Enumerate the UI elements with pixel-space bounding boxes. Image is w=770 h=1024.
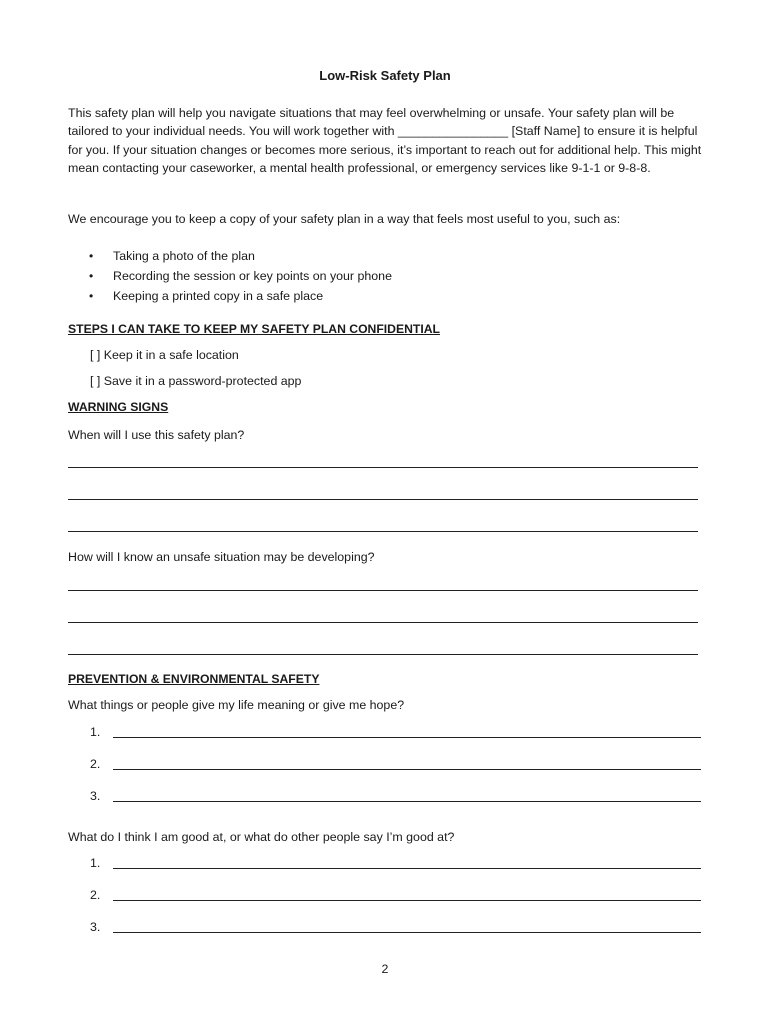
confidential-heading: STEPS I CAN TAKE TO KEEP MY SAFETY PLAN CONFIDENTIAL: [68, 322, 440, 336]
answer-line[interactable]: [113, 868, 701, 869]
item-number: 2.: [90, 888, 101, 902]
list-item-label: Taking a photo of the plan: [113, 249, 255, 263]
item-number: 1.: [90, 856, 101, 870]
intro-line: be tailored to your individual needs. You will work together with ________________ [Staff Name] to ensure: [68, 106, 675, 139]
answer-line[interactable]: [113, 737, 701, 738]
copy-options-list: [68, 247, 392, 307]
intro-line: additional help. This might mean contacting your caseworker, a mental health professional, or emergency: [68, 142, 702, 176]
item-number: 3.: [90, 920, 101, 934]
answer-line[interactable]: [113, 801, 701, 802]
list-item-label: Recording the session or key points on your phone: [113, 269, 392, 283]
answer-line[interactable]: [68, 531, 698, 532]
answer-line[interactable]: [68, 590, 698, 591]
intro-line: This safety plan will help you navigate situations that may feel overwhelming or unsafe. Your safety plan will: [68, 106, 657, 120]
answer-line[interactable]: [68, 654, 698, 655]
prevention-heading: PREVENTION & ENVIRONMENTAL SAFETY: [68, 672, 320, 686]
answer-line[interactable]: [68, 467, 698, 468]
warning-signs-heading: WARNING SIGNS: [68, 400, 169, 414]
list-item: [68, 287, 392, 307]
intro-line: it is helpful for you. If your situation changes or becomes more serious, it’s important to reach out for: [68, 124, 698, 157]
warning-question-2: How will I know an unsafe situation may be developing?: [68, 550, 375, 564]
encourage-text: We encourage you to keep a copy of your safety plan in a way that feels most useful to you, such as:: [68, 212, 621, 226]
item-number: 2.: [90, 757, 101, 771]
page-number: 2: [381, 962, 389, 976]
checkbox-password-app[interactable]: [ ] Save it in a password-protected app: [90, 374, 302, 388]
intro-line: services like 9-1-1 or 9-8-8.: [500, 161, 651, 176]
prevention-question-1: What things or people give my life meaning or give me hope?: [68, 698, 405, 712]
answer-line[interactable]: [113, 769, 701, 770]
answer-line[interactable]: [113, 932, 701, 933]
list-item-label: Keeping a printed copy in a safe place: [113, 289, 324, 303]
answer-line[interactable]: [68, 499, 698, 500]
bullet-icon: •: [89, 269, 94, 283]
answer-line[interactable]: [113, 900, 701, 901]
answer-line[interactable]: [68, 622, 698, 623]
bullet-icon: •: [89, 249, 94, 263]
list-item: [68, 267, 392, 287]
intro-paragraph: [68, 104, 702, 178]
bullet-icon: •: [89, 289, 94, 303]
list-item: [68, 247, 392, 267]
item-number: 3.: [90, 789, 101, 803]
item-number: 1.: [90, 725, 101, 739]
checkbox-safe-location[interactable]: [ ] Keep it in a safe location: [90, 348, 239, 362]
warning-question-1: When will I use this safety plan?: [68, 428, 245, 442]
page-title: Low-Risk Safety Plan: [319, 68, 451, 83]
prevention-question-2: What do I think I am good at, or what do other people say I’m good at?: [68, 830, 455, 844]
